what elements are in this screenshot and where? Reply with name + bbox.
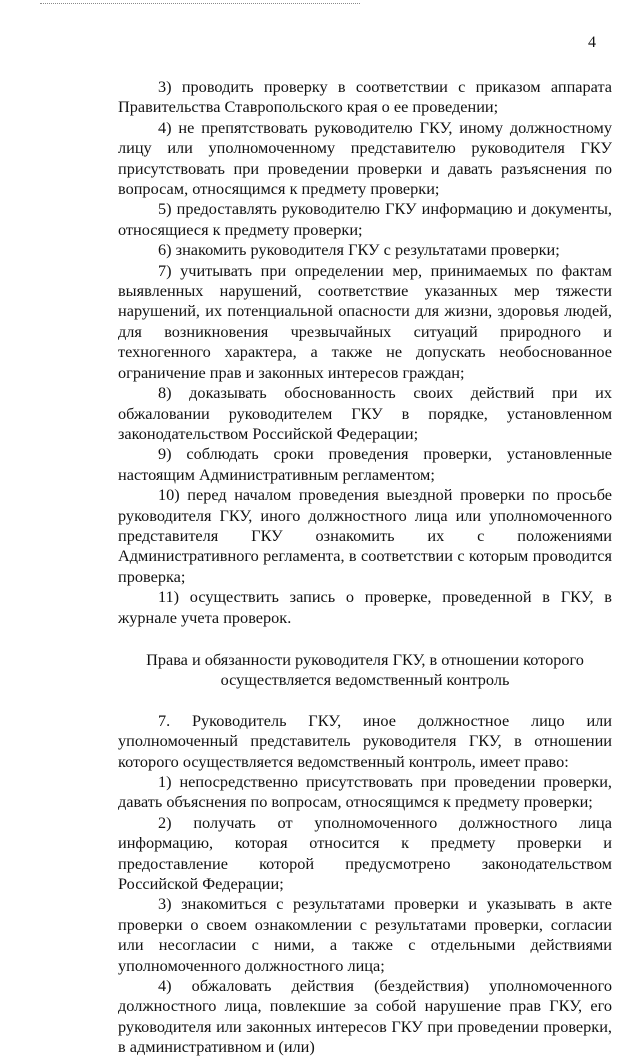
paragraph: 5) предоставлять руководителю ГКУ информацию и документы, относящиеся к предмету проверки;	[118, 199, 612, 239]
section-heading-line: осуществляется ведомственный контроль	[220, 670, 510, 690]
document-body	[118, 77, 612, 1058]
section-heading	[118, 650, 612, 691]
paragraph: 2) получать от уполномоченного должностного лица информацию, которая относится к предмету проверки и предоставление которой предусмотрено законодательством Российской Федерации;	[118, 812, 612, 894]
page-number: 4	[588, 34, 596, 51]
paragraph: 4) не препятствовать руководителю ГКУ, иному должностному лицу или уполномоченному представителю руководителя ГКУ присутствовать при проведении проверки и давать разъяснения по вопросам, относящимся к предмету проверки;	[118, 117, 612, 199]
paragraph: 7) учитывать при определении мер, принимаемых по фактам выявленных нарушений, соответствие указанных мер тяжести нарушений, их потенциальной опасности для жизни, здоровья людей, для возникновения чрезвычайных ситуаций природного и техногенного характера, а также не допускать необоснованное ограничение прав и законных интересов граждан;	[118, 260, 612, 382]
paragraph: 3) проводить проверку в соответствии с приказом аппарата Правительства Ставропольского края о ее проведении;	[118, 77, 612, 117]
paragraph: 3) знакомиться с результатами проверки и указывать в акте проверки о своем ознакомлении с результатами проверки, согласии или несогласии с ними, а также с отдельными действиями уполномоченного должностного лица;	[118, 894, 612, 975]
paragraph: 7. Руководитель ГКУ, иное должностное лицо или уполномоченный представитель руководителя ГКУ, в отношении которого осуществляется ведомственный контроль, имеет право:	[118, 710, 612, 771]
scan-header-rule	[40, 3, 360, 4]
paragraph: 6) знакомить руководителя ГКУ с результатами проверки;	[158, 240, 560, 260]
paragraph: 8) доказывать обоснованность своих действий при их обжаловании руководителем ГКУ в порядке, установленном законодательством Российской Федерации;	[118, 383, 612, 443]
paragraph: 10) перед началом проведения выездной проверки по просьбе руководителя ГКУ, иного должностного лица или уполномоченного представителя ГКУ ознакомить их с положениями Административного регламента, в соответствии с которым проводится проверка;	[118, 485, 612, 586]
paragraph: 11) осуществить запись о проверке, проведенной в ГКУ, в журнале учета проверок.	[118, 587, 612, 627]
paragraph: 4) обжаловать действия (бездействия) уполномоченного должностного лица, повлекшие за собой нарушение прав ГКУ, его руководителя или законных интересов ГКУ при проведении проверки, в административном и (или)	[118, 976, 612, 1057]
section-heading-line: Права и обязанности руководителя ГКУ, в отношении которого	[146, 649, 584, 669]
paragraph: 1) непосредственно присутствовать при проведении проверки, давать объяснения по вопросам, относящимся к предмету проверки;	[118, 772, 612, 812]
paragraph: 9) соблюдать сроки проведения проверки, установленные настоящим Административным регламентом;	[118, 444, 612, 484]
